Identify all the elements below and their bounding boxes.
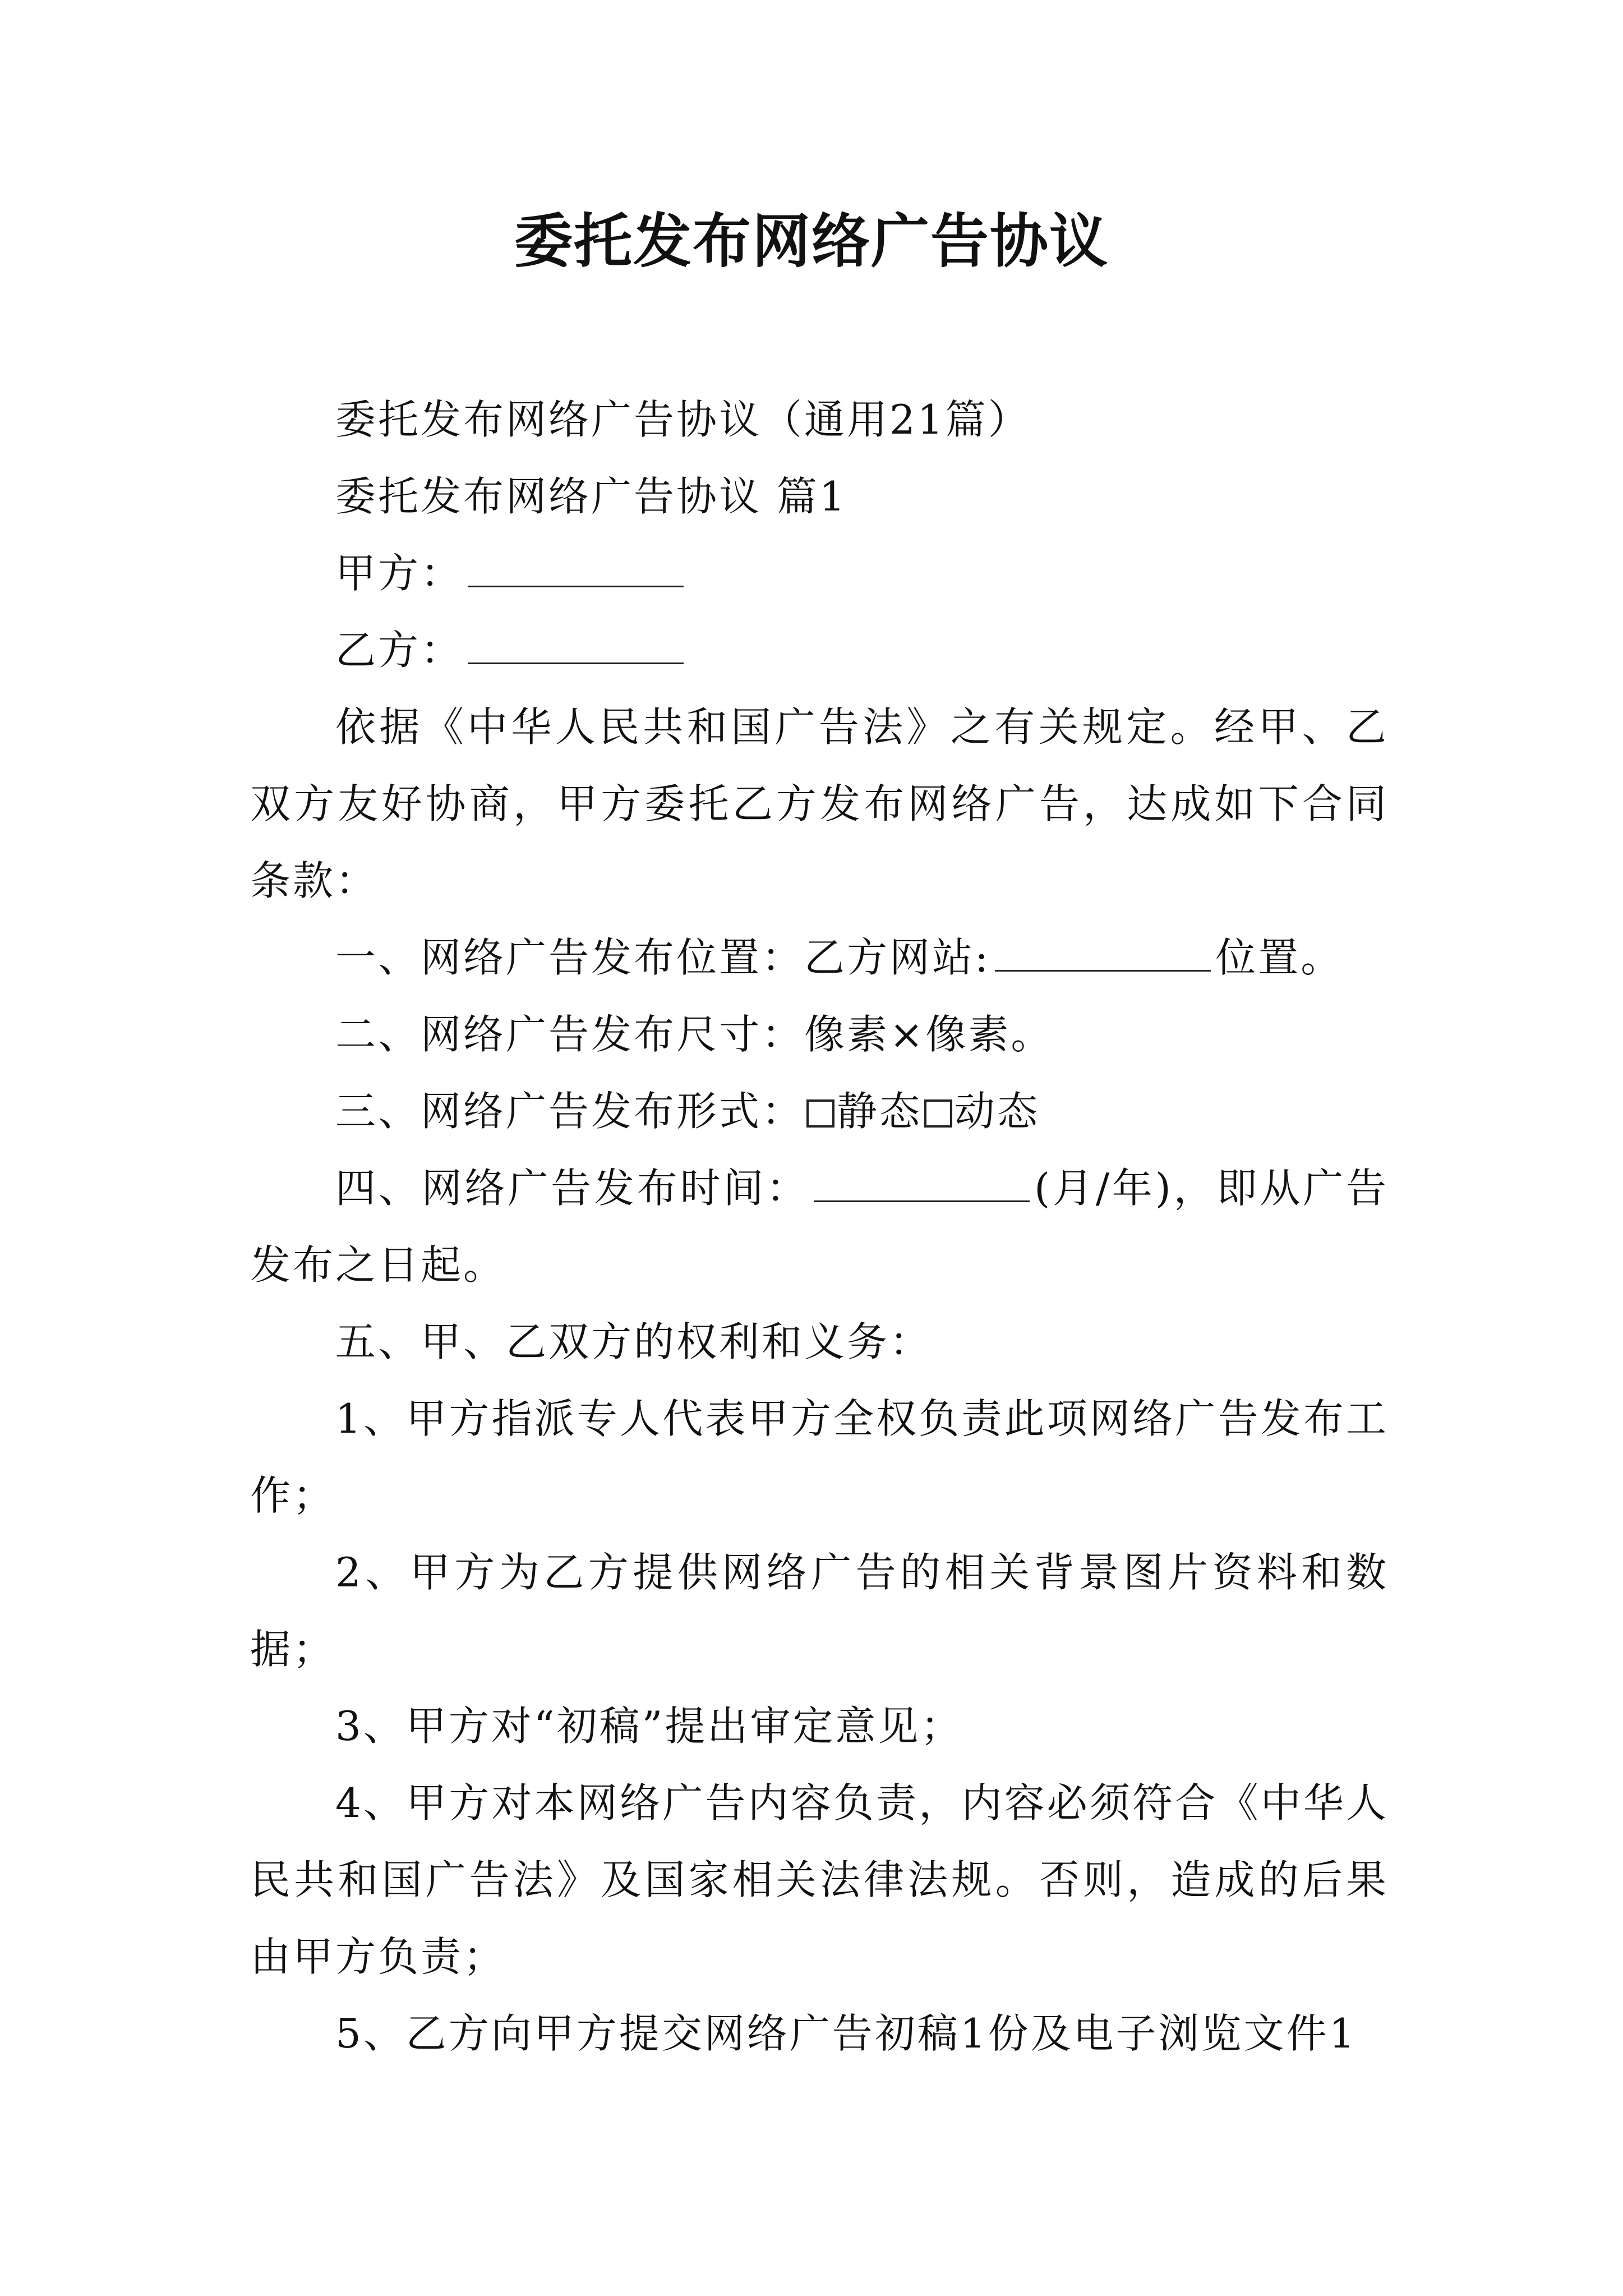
clause-1-text: 一、网络广告发布位置：乙方网站:	[335, 934, 991, 981]
position-blank	[995, 936, 1211, 972]
party-b-blank	[468, 629, 684, 664]
party-a-line	[250, 535, 1389, 612]
party-a-label: 甲方：	[335, 550, 464, 597]
dynamic-checkbox	[924, 1099, 952, 1128]
clause-1-position	[250, 919, 1389, 996]
document-body	[250, 381, 1389, 2072]
clause-5-heading: 五、甲、乙双方的权利和义务：	[335, 1318, 933, 1365]
item-2: 2、甲方为乙方提供网络广告的相关背景图片资料和数据；	[250, 1549, 1389, 1673]
item-1: 1、甲方指派专人代表甲方全权负责此项网络广告发布工作；	[250, 1395, 1389, 1519]
time-blank	[814, 1167, 1030, 1202]
subtitle-paragraph: 委托发布网络广告协议（通用21篇）	[335, 396, 1031, 443]
clause-4-suffix: (月/年)，即从广告发布之日起。	[250, 1165, 1389, 1289]
item-3: 3、甲方对“初稿”提出审定意见；	[335, 1703, 963, 1750]
party-a-blank	[468, 552, 684, 587]
clause-3-text: 三、网络广告发布形式：	[335, 1088, 805, 1135]
clause-1-suffix: 位置。	[1215, 934, 1344, 981]
clause-3-format	[250, 1073, 1389, 1150]
item-4: 4、甲方对本网络广告内容负责，内容必须符合《中华人民共和国广告法》及国家相关法律法规。否则，造成的后果由甲方负责；	[250, 1779, 1389, 1980]
section-heading: 委托发布网络广告协议 篇1	[335, 473, 847, 520]
intro-paragraph: 依据《中华人民共和国广告法》之有关规定。经甲、乙双方友好协商，甲方委托乙方发布网络广告，达成如下合同条款：	[250, 703, 1389, 904]
party-b-label: 乙方：	[335, 627, 464, 674]
clause-2-size: 二、网络广告发布尺寸：像素×像素。	[335, 1011, 1054, 1058]
static-label: 静态	[837, 1088, 923, 1135]
clause-4-time	[250, 1150, 1389, 1304]
static-checkbox	[806, 1099, 834, 1128]
item-5: 5、乙方向甲方提交网络广告初稿1份及电子浏览文件1	[335, 2010, 1357, 2057]
party-b-line	[250, 612, 1389, 689]
dynamic-label: 动态	[955, 1088, 1040, 1135]
document-title: 委托发布网络广告协议	[514, 206, 1109, 275]
clause-4-text: 四、网络广告发布时间：	[335, 1165, 810, 1212]
